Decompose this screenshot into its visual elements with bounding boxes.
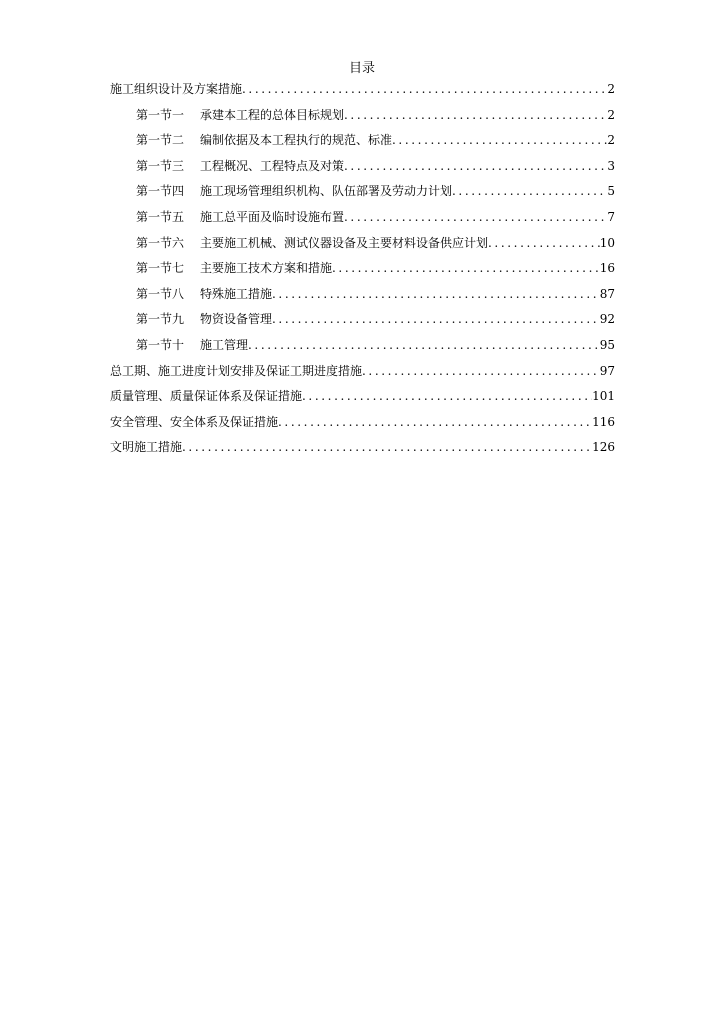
toc-section-number: 第一节十 bbox=[136, 337, 185, 352]
dot-leader bbox=[452, 183, 607, 199]
toc-entry[interactable] bbox=[110, 107, 615, 133]
dot-leader bbox=[272, 286, 600, 302]
dot-leader bbox=[248, 337, 600, 353]
toc-entry[interactable] bbox=[110, 158, 615, 184]
toc-title: 目录 bbox=[348, 61, 375, 76]
toc-entry[interactable] bbox=[110, 337, 615, 363]
toc-page-number: 97 bbox=[599, 363, 615, 378]
toc-entry-text: 工程概况、工程特点及对策 bbox=[200, 158, 345, 173]
table-of-contents bbox=[110, 81, 615, 465]
toc-page-number: 2 bbox=[607, 133, 615, 148]
toc-page-number: 116 bbox=[592, 414, 615, 429]
toc-page-number: 2 bbox=[607, 82, 615, 96]
toc-entry-text: 质量管理、质量保证体系及保证措施 bbox=[110, 389, 303, 404]
toc-entry[interactable] bbox=[110, 286, 615, 312]
toc-entry-text: 主要施工机械、测试仪器设备及主要材料设备供应计划 bbox=[200, 235, 489, 250]
toc-entry-text: 施工现场管理组织机构、队伍部署及劳动力计划 bbox=[200, 184, 453, 199]
toc-section-number: 第一节四 bbox=[136, 184, 185, 199]
dot-leader bbox=[344, 209, 607, 225]
dot-leader bbox=[362, 363, 600, 379]
toc-section-number: 第一节二 bbox=[136, 133, 185, 148]
toc-section-number: 第一节一 bbox=[136, 107, 185, 122]
toc-entry-text: 文明施工措施 bbox=[110, 440, 183, 455]
toc-page-number: 3 bbox=[607, 158, 615, 173]
dot-leader bbox=[242, 81, 607, 97]
toc-entry[interactable] bbox=[110, 81, 615, 107]
toc-entry-text: 特殊施工措施 bbox=[200, 286, 273, 301]
toc-entry-text: 总工期、施工进度计划安排及保证工期进度措施 bbox=[110, 363, 363, 378]
toc-entry-text: 施工管理 bbox=[200, 337, 249, 352]
toc-entry[interactable] bbox=[110, 439, 615, 465]
toc-page-number: 126 bbox=[592, 440, 615, 455]
toc-entry-text: 主要施工技术方案和措施 bbox=[200, 261, 333, 276]
dot-leader bbox=[332, 260, 600, 276]
toc-page-number: 10 bbox=[599, 235, 615, 250]
dot-leader bbox=[278, 414, 592, 430]
toc-page-number: 95 bbox=[599, 337, 615, 352]
toc-entry[interactable] bbox=[110, 363, 615, 389]
toc-page-number: 92 bbox=[599, 312, 615, 327]
toc-section-number: 第一节八 bbox=[136, 286, 185, 301]
toc-entry[interactable] bbox=[110, 183, 615, 209]
toc-page-number: 16 bbox=[599, 261, 615, 276]
toc-entry[interactable] bbox=[110, 260, 615, 286]
toc-page-number: 2 bbox=[607, 107, 615, 122]
toc-entry[interactable] bbox=[110, 132, 615, 158]
dot-leader bbox=[344, 158, 607, 174]
dot-leader bbox=[182, 439, 592, 455]
toc-page-number: 101 bbox=[592, 389, 615, 404]
toc-entry[interactable] bbox=[110, 388, 615, 414]
toc-section-number: 第一节六 bbox=[136, 235, 185, 250]
toc-entry-text: 编制依据及本工程执行的规范、标准 bbox=[200, 133, 393, 148]
toc-page-number: 87 bbox=[599, 286, 615, 301]
toc-section-number: 第一节五 bbox=[136, 209, 185, 224]
toc-entry[interactable] bbox=[110, 414, 615, 440]
toc-entry-text: 施工组织设计及方案措施 bbox=[110, 82, 243, 96]
dot-leader bbox=[302, 388, 592, 404]
toc-entry[interactable] bbox=[110, 235, 615, 261]
toc-section-number: 第一节三 bbox=[136, 158, 185, 173]
toc-entry-text: 承建本工程的总体目标规划 bbox=[200, 107, 345, 122]
toc-entry-text: 物资设备管理 bbox=[200, 312, 273, 327]
toc-entry[interactable] bbox=[110, 209, 615, 235]
toc-entry[interactable] bbox=[110, 311, 615, 337]
dot-leader bbox=[488, 235, 600, 251]
toc-section-number: 第一节七 bbox=[136, 261, 185, 276]
toc-entry-text: 施工总平面及临时设施布置 bbox=[200, 209, 345, 224]
dot-leader bbox=[272, 311, 600, 327]
dot-leader bbox=[344, 107, 607, 123]
dot-leader bbox=[392, 132, 607, 148]
toc-page-number: 7 bbox=[607, 209, 615, 224]
toc-page-number: 5 bbox=[607, 184, 615, 199]
toc-section-number: 第一节九 bbox=[136, 312, 185, 327]
toc-entry-text: 安全管理、安全体系及保证措施 bbox=[110, 414, 279, 429]
